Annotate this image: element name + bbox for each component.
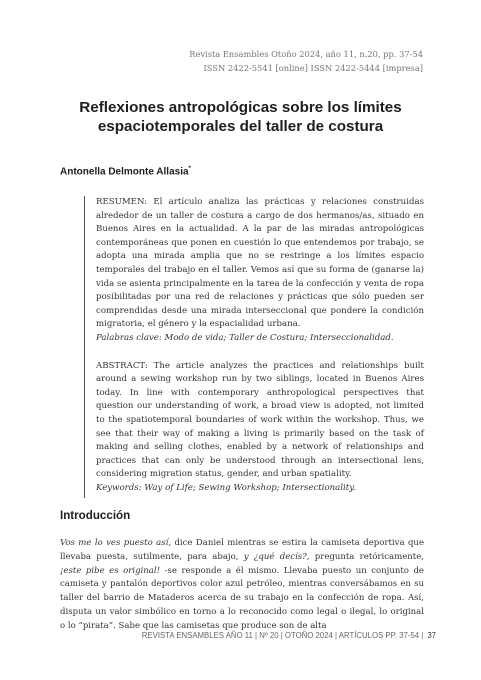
intro-quote-3: ¡este pibe es original! xyxy=(60,565,161,576)
intro-quote-1: Vos me lo ves puesto así, xyxy=(60,538,172,548)
author-line xyxy=(60,166,191,177)
page-number: 37 xyxy=(427,631,436,640)
intro-text-1: dice Daniel mientras se estira la camiseta deportiva que llevaba puesta, sutilmente, para abajo, xyxy=(60,538,424,562)
article-title: Reflexiones antropológicas sobre los límites espaciotemporales del taller de costura xyxy=(79,99,402,135)
resumen-keywords: Palabras clave: Modo de vida; Taller de Costura; Interseccionalidad. xyxy=(96,332,394,343)
page-footer xyxy=(142,631,436,640)
intro-quote-2: y ¿qué decís?, xyxy=(243,551,310,562)
resumen-section xyxy=(96,196,424,346)
abstracts-block xyxy=(84,196,424,498)
running-footer: REVISTA ENSAMBLES AÑO 11 | Nº 20 | OTOÑO 2024 | ARTÍCULOS PP. 37-54 | xyxy=(141,631,424,640)
author-name: Antonella Delmonte Allasia xyxy=(60,166,189,178)
journal-citation: Revista Ensambles Otoño 2024, año 11, n.20, pp. 37-54 xyxy=(189,49,423,59)
abstract-section xyxy=(96,360,424,496)
intro-paragraph xyxy=(60,537,424,634)
intro-text-2: pregunta retóricamente, xyxy=(309,551,424,562)
issn-line: ISSN 2422-5541 [online] ISSN 2422-5444 [impresa] xyxy=(203,63,423,73)
abstract-text: ABSTRACT: The article analyzes the practices and relationships built around a sewing workshop run by two siblings, located in Buenos Aires today. In line with contemporary anthropological perspectives that question our understanding of work, a broad view is adopted, not limited to the spatiotemporal boundaries of work within the workshop. Thus, we see that their way of making a living is primarily based on the task of making and selling clothes, enabled by a network of relationships and practices that can only be understood through an intersectional lens, considering migration status, gender, and urban spatiality. xyxy=(96,360,424,480)
intro-text-3: -se responde a él mismo. Llevaba puesto un conjunto de camiseta y pantalón deportivos color azul petróleo, mientras conversábamos en su taller del barrio de Mataderos acerca de su trabajo en la confección de ropa. Así, disputa un valor simbólico en torno a lo reconocido como legal o ilegal, lo original o lo “pirata”. Sabe que las camisetas que produce son de alta xyxy=(60,565,424,631)
author-footnote-mark: * xyxy=(188,166,191,172)
abstract-keywords: Keywords: Way of Life; Sewing Workshop; Intersectionality. xyxy=(96,482,356,493)
journal-meta xyxy=(189,47,423,75)
resumen-text: RESUMEN: El artículo analiza las prácticas y relaciones construidas alrededor de un taller de costura a cargo de dos hermanos/as, situado en Buenos Aires en la actualidad. A la par de las miradas antropológicas contemporáneas que ponen en cuestión lo que entendemos por trabajo, se adopta una mirada amplia que no se restringe a los límites espacio temporales del trabajo en el taller. Vemos así que su forma de (ganarse la) vida se asienta principalmente en la tarea de la confección y venta de ropa posibilitadas por una red de relaciones y prácticas que sólo pueden ser comprendidas desde una mirada interseccional que pondere la condición migratoria, el género y la espacialidad urbana. xyxy=(96,197,424,330)
intro-heading: Introducción xyxy=(60,509,131,522)
